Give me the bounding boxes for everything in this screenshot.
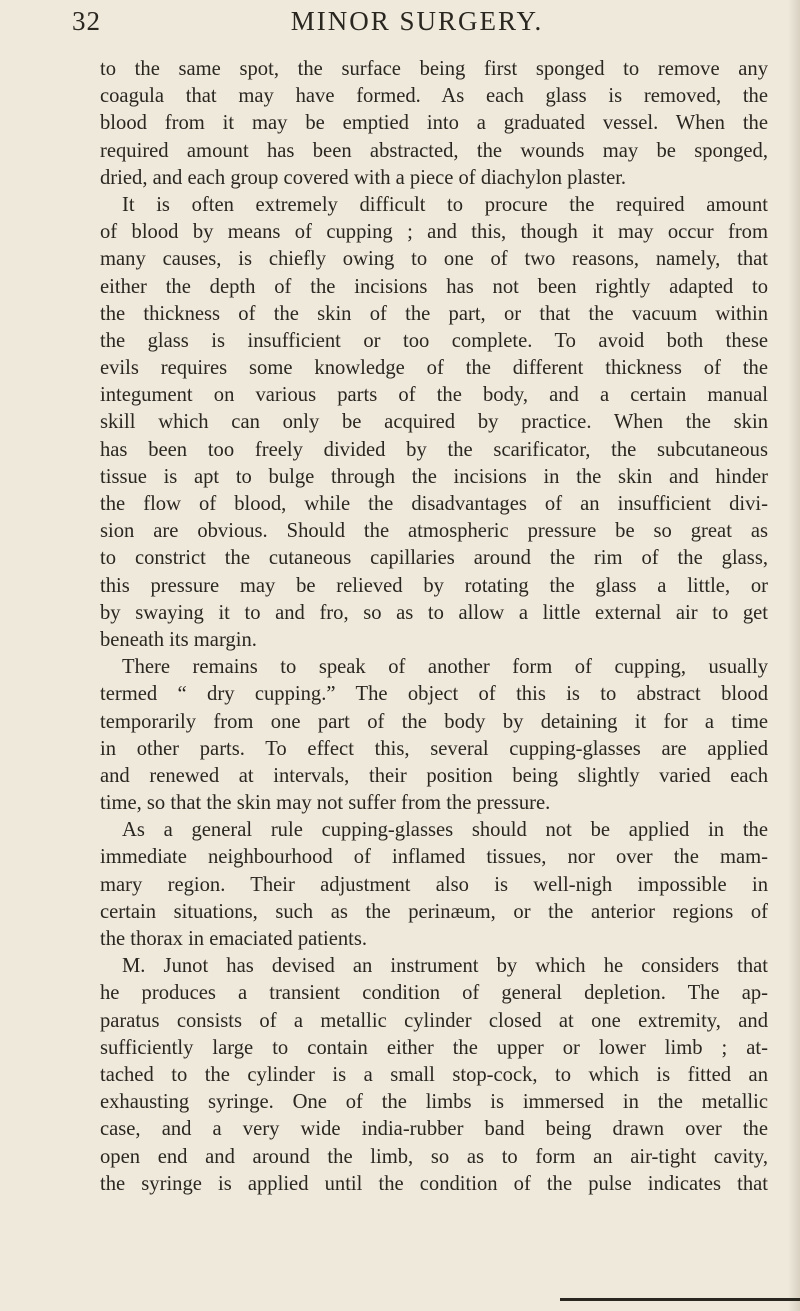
text-line: It is often extremely difficult to procure the required amount [122,193,768,216]
running-title: MINOR SURGERY. [290,6,544,36]
text-line: to constrict the cutaneous capillaries around the rim of the glass, [100,547,768,570]
page-edge-shadow [788,0,800,1311]
text-line: skill which can only be acquired by practice. When the skin [100,411,768,434]
text-line: sion are obvious. Should the atmospheric pressure be so great as [100,520,768,543]
text-line: evils requires some knowledge of the different thickness of the [100,357,768,380]
text-line: coagula that may have formed. As each glass is removed, the [100,85,768,108]
text-line: beneath its margin. [100,628,257,651]
text-line: tached to the cylinder is a small stop-cock, to which is fitted an [100,1063,768,1086]
text-line: either the depth of the incisions has not been rightly adapted to [100,275,768,298]
text-line: exhausting syringe. One of the limbs is immersed in the metallic [100,1091,768,1114]
text-line: in other parts. To effect this, several cupping-glasses are applied [100,737,768,760]
text-line: open end and around the limb, so as to form an air-tight cavity, [100,1145,768,1168]
text-line: There remains to speak of another form of cupping, usually [122,656,768,679]
text-line: this pressure may be relieved by rotating the glass a little, or [100,574,768,597]
text-line: mary region. Their adjustment also is well-nigh impossible in [100,873,768,896]
text-line: he produces a transient condition of general depletion. The ap- [100,982,768,1005]
text-line: the glass is insufficient or too complete. To avoid both these [100,329,768,352]
text-line: paratus consists of a metallic cylinder closed at one extremity, and [100,1009,768,1032]
text-line: tissue is apt to bulge through the incisions in the skin and hinder [100,465,768,488]
bottom-rule [560,1298,800,1301]
text-line: dried, and each group covered with a piece of diachylon plaster. [100,166,627,189]
text-line: the flow of blood, while the disadvantages of an insufficient divi- [100,493,768,515]
text-line: time, so that the skin may not suffer from the pressure. [100,792,551,815]
text-line: the thorax in emaciated patients. [100,928,368,950]
text-line: temporarily from one part of the body by detaining it for a time [100,710,768,733]
page-number: 32 [72,6,101,36]
text-line: required amount has been abstracted, the wounds may be sponged, [100,139,768,162]
text-line: M. Junot has devised an instrument by which he considers that [122,955,768,978]
text-line: blood from it may be emptied into a graduated vessel. When the [100,112,768,135]
text-line: by swaying it to and fro, so as to allow a little external air to get [100,601,768,624]
text-line: has been too freely divided by the scarificator, the subcutaneous [100,438,768,461]
text-line: and renewed at intervals, their position being slightly varied each [100,764,768,787]
text-line: to the same spot, the surface being first sponged to remove any [100,58,768,80]
text-line: sufficiently large to contain either the upper or lower limb ; at- [100,1036,768,1059]
text-line: integument on various parts of the body, and a certain manual [100,384,768,407]
text-line: case, and a very wide india-rubber band being drawn over the [100,1118,768,1141]
text-line: of blood by means of cupping ; and this, though it may occur from [100,221,768,244]
text-line: immediate neighbourhood of inflamed tissues, nor over the mam- [100,846,768,869]
page-header [72,6,762,40]
text-line: As a general rule cupping-glasses should not be applied in the [122,819,768,842]
text-line: the syringe is applied until the condition of the pulse indicates that [100,1172,768,1195]
body-text [100,56,768,1198]
text-line: the thickness of the skin of the part, or that the vacuum within [100,302,768,325]
text-line: termed “ dry cupping.” The object of this is to abstract blood [100,683,768,706]
text-line: certain situations, such as the perinæum, or the anterior regions of [100,900,768,923]
text-line: many causes, is chiefly owing to one of two reasons, namely, that [100,248,768,271]
